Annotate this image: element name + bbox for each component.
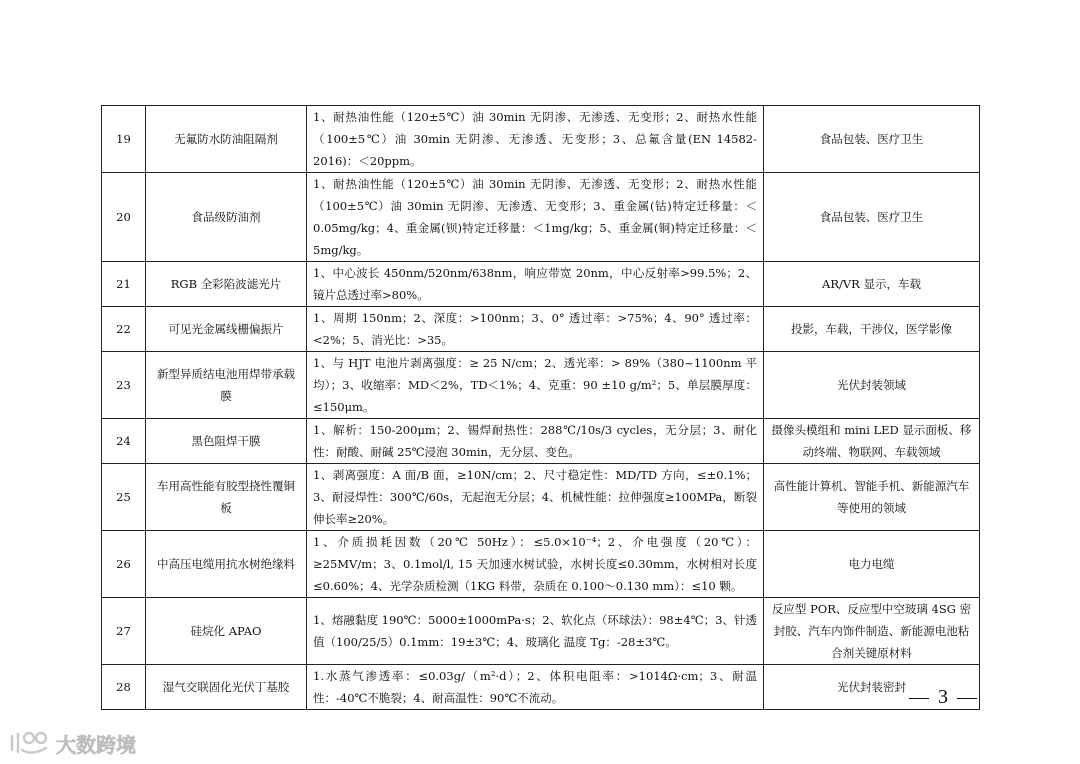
product-name: 食品级防油剂 [146, 173, 307, 262]
table-row [102, 598, 980, 665]
application-field: 高性能计算机、智能手机、新能源汽车等使用的领域 [764, 464, 980, 531]
application-field: 食品包装、医疗卫生 [764, 173, 980, 262]
product-spec: 1、介质损耗因数（20℃ 50Hz）：≤5.0×10⁻⁴；2、介电强度（20℃）：≥25MV/m；3、0.1mol/l, 15 天加速水树试验，水树长度≤0.30mm，水树相对长度≤0.60%；4、光学杂质检测（1KG 料带，杂质在 0.100～0.130 mm）：≤10 颗。 [307, 531, 764, 598]
application-field: 摄像头模组和 mini LED 显示面板、移动终端、物联网、车载领域 [764, 419, 980, 464]
application-field: 光伏封装领域 [764, 352, 980, 419]
product-spec: 1、与 HJT 电池片剥离强度：≥ 25 N/cm；2、透光率：> 89%（380~1100nm 平均）；3、收缩率：MD＜2%，TD＜1%；4、克重：90 ±10 g/m²；5、单层膜厚度：≤150μm。 [307, 352, 764, 419]
product-name: 黑色阻焊干膜 [146, 419, 307, 464]
watermark-logo-icon [8, 728, 52, 758]
application-field: 反应型 POR、反应型中空玻璃 4SG 密封胶、汽车内饰件制造、新能源电池粘合剂关键原材料 [764, 598, 980, 665]
product-name: 硅烷化 APAO [146, 598, 307, 665]
table-row [102, 464, 980, 531]
row-number: 20 [102, 173, 146, 262]
row-number: 22 [102, 307, 146, 352]
product-name: 可见光金属线栅偏振片 [146, 307, 307, 352]
product-name: 中高压电缆用抗水树绝缘料 [146, 531, 307, 598]
product-spec: 1、解析：150-200μm；2、锡焊耐热性：288℃/10s/3 cycles，无分层；3、耐化性：耐酸、耐碱 25℃浸泡 30min，无分层、变色。 [307, 419, 764, 464]
row-number: 21 [102, 262, 146, 307]
row-number: 23 [102, 352, 146, 419]
product-name: 车用高性能有胶型挠性覆铜板 [146, 464, 307, 531]
row-number: 25 [102, 464, 146, 531]
table-row [102, 419, 980, 464]
application-field: 投影，车载，干涉仪，医学影像 [764, 307, 980, 352]
product-table [101, 105, 980, 710]
table-row [102, 352, 980, 419]
page-number: — 3 — [909, 686, 979, 708]
table-row [102, 665, 980, 710]
table-row [102, 531, 980, 598]
row-number: 19 [102, 106, 146, 173]
table-row [102, 307, 980, 352]
application-field: 食品包装、医疗卫生 [764, 106, 980, 173]
product-name: 无氟防水防油阻隔剂 [146, 106, 307, 173]
product-name: 新型异质结电池用焊带承载膜 [146, 352, 307, 419]
watermark [8, 728, 136, 758]
table-row [102, 173, 980, 262]
row-number: 24 [102, 419, 146, 464]
product-name: RGB 全彩陷波滤光片 [146, 262, 307, 307]
table-row [102, 262, 980, 307]
row-number: 27 [102, 598, 146, 665]
product-spec: 1.水蒸气渗透率：≤0.03g/（m²·d）；2、体积电阻率：>1014Ω·cm；3、耐温性：-40℃不脆裂；4、耐高温性：90℃不流动。 [307, 665, 764, 710]
product-spec: 1、周期 150nm；2、深度：>100nm；3、0° 透过率：>75%；4、90° 透过率：<2%；5、消光比：>35。 [307, 307, 764, 352]
table-body [102, 106, 980, 710]
product-spec: 1、耐热油性能（120±5℃）油 30min 无阴渗、无渗透、无变形；2、耐热水性能（100±5℃）油 30min 无阴渗、无渗透、无变形；3、总氟含量(EN 14582-2016)：＜20ppm。 [307, 106, 764, 173]
application-field: 电力电缆 [764, 531, 980, 598]
table-row [102, 106, 980, 173]
row-number: 28 [102, 665, 146, 710]
product-name: 湿气交联固化光伏丁基胶 [146, 665, 307, 710]
product-spec: 1、耐热油性能（120±5℃）油 30min 无阴渗、无渗透、无变形；2、耐热水性能（100±5℃）油 30min 无阴渗、无渗透、无变形；3、重金属(钴)特定迁移量：＜0.05mg/kg；4、重金属(钡)特定迁移量：＜1mg/kg；5、重金属(铜)特定迁移量：＜5mg/kg。 [307, 173, 764, 262]
product-spec: 1、剥离强度：A 面/B 面，≥10N/cm；2、尺寸稳定性：MD/TD 方向，≤±0.1%；3、耐浸焊性：300℃/60s，无起泡无分层；4、机械性能：拉伸强度≥100MPa，断裂伸长率≥20%。 [307, 464, 764, 531]
watermark-text: 大数跨境 [56, 732, 136, 757]
application-field: AR/VR 显示，车载 [764, 262, 980, 307]
product-spec: 1、中心波长 450nm/520nm/638nm，响应带宽 20nm，中心反射率>99.5%；2、镜片总透过率>80%。 [307, 262, 764, 307]
product-spec: 1、熔融黏度 190℃：5000±1000mPa·s；2、软化点（环球法）：98±4℃；3、针透值（100/25/5）0.1mm：19±3℃；4、玻璃化 温度 Tg：-28±3℃。 [307, 598, 764, 665]
row-number: 26 [102, 531, 146, 598]
application-field: 光伏封装密封 [764, 665, 980, 710]
